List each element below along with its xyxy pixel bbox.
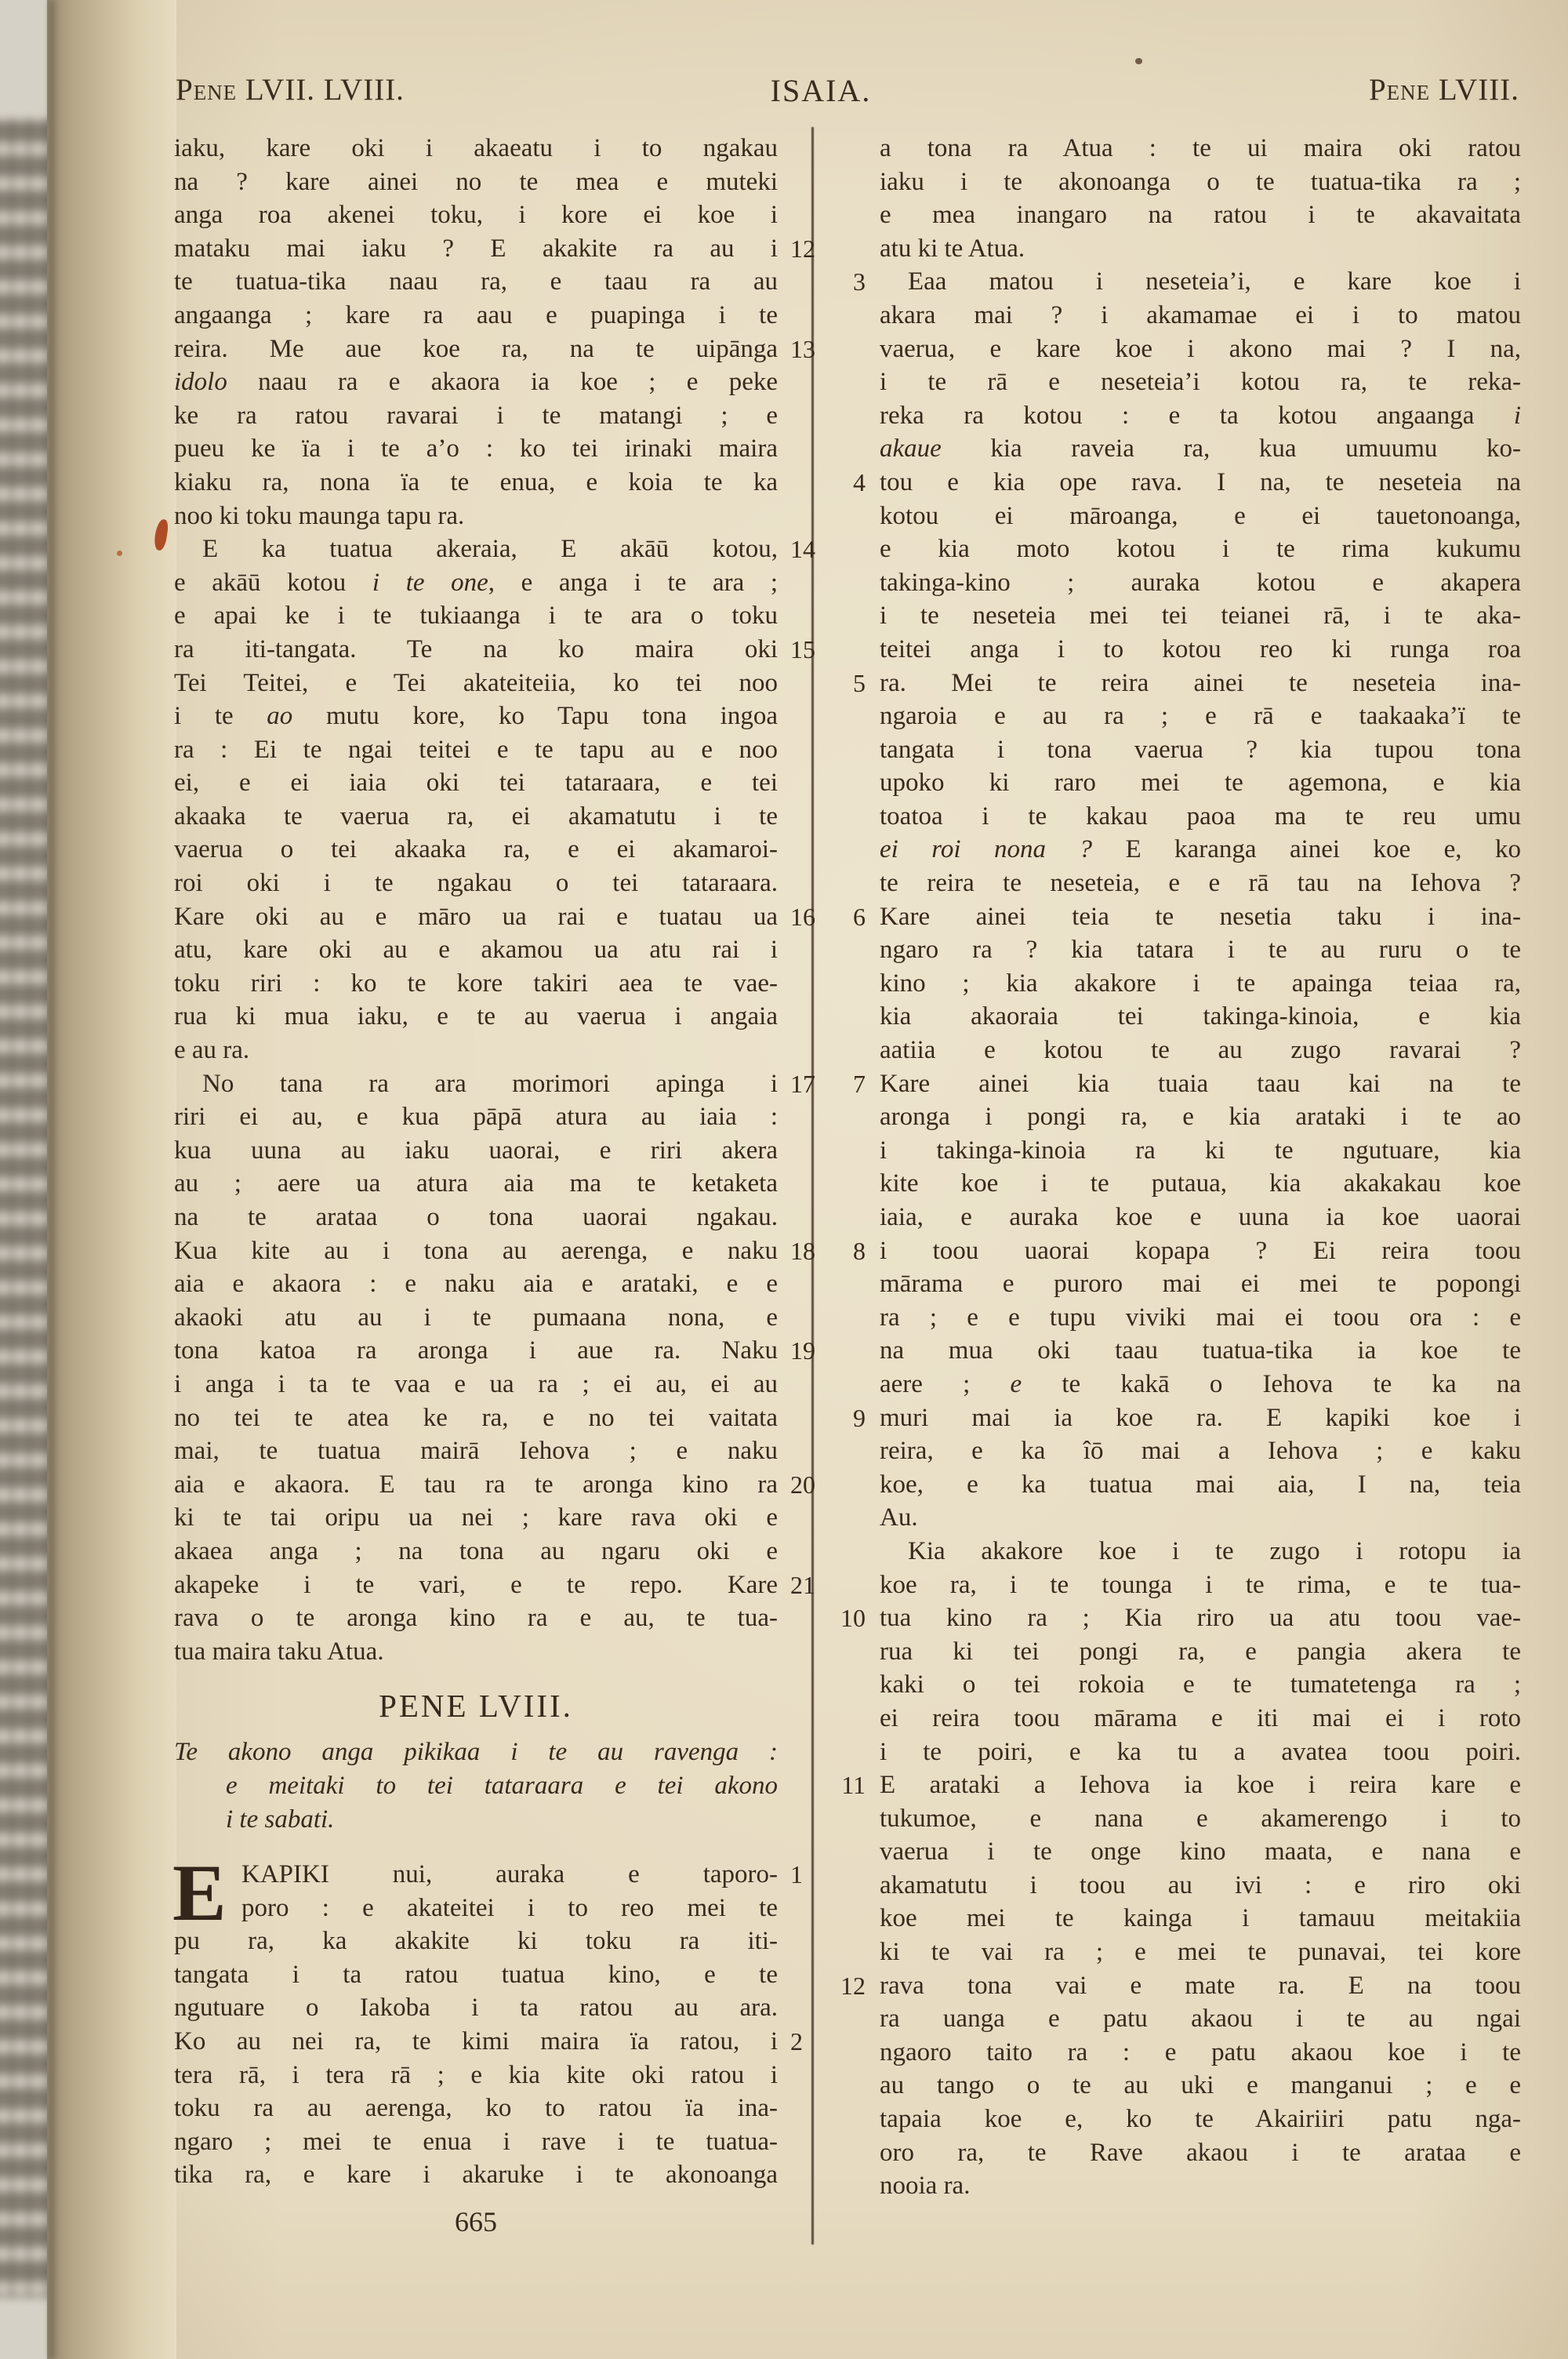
line-text: reira. Me aue koe ra, na te uipānga [174, 334, 778, 363]
line-text: i te sabati. [226, 1805, 335, 1834]
text-line [174, 2025, 803, 2059]
line-text: ei, e ei iaia oki tei tataraara, e tei [174, 769, 778, 798]
line-text: te tuatua-tika naau ra, e taau ra au [174, 267, 778, 296]
text-line [174, 299, 778, 333]
line-text: akara mai ? i akamamae ei i to matou [880, 300, 1521, 329]
text-line [174, 1267, 778, 1301]
text-line [880, 1434, 1521, 1468]
text-line [880, 1635, 1521, 1669]
red-speck [117, 551, 122, 556]
line-text: takinga-kino ; auraka kotou e akapera [880, 568, 1521, 597]
line-text: noo ki toku maunga tapu ra. [174, 501, 465, 530]
text-line [880, 1201, 1521, 1234]
line-text: upoko ki raro mei te agemona, e kia [880, 769, 1521, 798]
line-text: E ka tuatua akeraia, E akāū kotou, [202, 535, 778, 564]
line-text: ngaro ra ? kia tatara i te au ruru o te [880, 936, 1521, 965]
line-text: tika ra, e kare i akaruke i te akonoanga [174, 2161, 778, 2190]
text-line [880, 1936, 1521, 1969]
verse-number: 12 [790, 234, 815, 263]
text-line [174, 766, 778, 800]
text-line [880, 165, 1521, 199]
line-text: teitei anga i to kotou reo ki runga roa [880, 634, 1521, 663]
text-line [174, 967, 778, 1001]
line-text: aia e akaora : e naku aia e arataki, e e [174, 1270, 778, 1299]
text-line [880, 1100, 1521, 1134]
line-text: e kia moto kotou i te rima kukumu [880, 535, 1521, 564]
line-text: koe, e ka tuatua mai aia, I na, teia [880, 1470, 1521, 1499]
line-gap [174, 1668, 778, 1685]
line-text: PENE LVIII. [379, 1688, 573, 1725]
line-text: nooia ra. [880, 2172, 971, 2201]
line-text: Tei Teitei, e Tei akateiteiia, ko tei noo [174, 668, 778, 697]
running-head-left: Pene LVII. LVIII. [176, 73, 405, 107]
line-text: ngaro ; mei te enua i rave i te tuatua- [174, 2127, 778, 2156]
line-text: mataku mai iaku ? E akakite ra au i [174, 234, 778, 263]
text-line [880, 967, 1521, 1001]
running-head-title: ISAIA. [770, 73, 872, 108]
text-line [174, 432, 778, 466]
page-number: 665 [455, 2206, 497, 2237]
line-text: e akāū kotou i te one, e anga i te ara ; [174, 568, 778, 597]
text-line [880, 599, 1521, 633]
text-line [174, 1401, 778, 1435]
text-line [174, 1468, 815, 1502]
dark-speck [1135, 58, 1142, 64]
text-line [174, 265, 778, 299]
line-text: te reira te neseteia, e e rā tau na Iehova ? [880, 869, 1521, 898]
text-line [880, 1368, 1521, 1401]
verse-number: 14 [790, 535, 815, 564]
line-text: akaea anga ; na tona au ngaru oki e [174, 1536, 778, 1565]
line-text: tua kino ra ; Kia riro ua atu toou vae- [880, 1604, 1521, 1633]
line-text: aatiia e kotou te au zugo ravarai ? [880, 1036, 1521, 1065]
text-line [880, 1535, 1521, 1568]
line-text: toatoa i te kakau paoa ma te reu umu [880, 801, 1521, 831]
text-column-left [172, 132, 815, 2192]
line-text: vaerua i te onge kino maata, e nana e [880, 1837, 1521, 1866]
line-text: Kare oki au e māro ua rai e tuatau ua [174, 902, 778, 931]
verse-number: 15 [790, 634, 815, 663]
line-text: riri ei au, e kua pāpā atura au iaia : [174, 1103, 778, 1132]
text-line [880, 399, 1521, 433]
verse-number: 16 [790, 902, 815, 931]
line-text: aronga i pongi ra, e kia arataki i te ao [880, 1103, 1521, 1132]
text-line [880, 1267, 1521, 1301]
text-line [174, 2059, 778, 2092]
text-line [880, 1802, 1521, 1836]
verse-number: 20 [790, 1470, 815, 1499]
chapter-summary-line [174, 1736, 778, 1769]
text-line [880, 2069, 1521, 2103]
text-line [880, 1902, 1521, 1936]
text-line [174, 1991, 778, 2025]
verse-number: 2 [790, 2027, 803, 2056]
text-line [853, 900, 1521, 934]
line-text: mārama e puroro mai ei mei te popongi [880, 1270, 1521, 1299]
line-text: a tona ra Atua : te ui maira oki ratou [880, 134, 1521, 162]
line-text: rua ki mua iaku, e te au vaerua i angaia [174, 1002, 778, 1031]
text-line [880, 333, 1521, 366]
line-text: i anga i ta te vaa e ua ra ; ei au, ei au [174, 1369, 778, 1398]
text-line [174, 1134, 778, 1168]
line-text: ngutuare o Iakoba i ta ratou au ara. [174, 1994, 778, 2023]
text-line [880, 2036, 1521, 2070]
text-line [174, 533, 815, 566]
line-text: ki te vai ra ; e mei te punavai, tei kore [880, 1938, 1521, 1967]
text-line [880, 933, 1521, 967]
text-line [880, 833, 1521, 867]
text-line [880, 1702, 1521, 1736]
text-line [840, 1969, 1521, 2003]
line-text: ra ; e e tupu viviki mai ei toou ora : e [880, 1303, 1521, 1332]
line-text: na mua oki taau tuatua-tika ia koe te [880, 1336, 1521, 1365]
line-text: i te ao mutu kore, ko Tapu tona ingoa [174, 702, 778, 731]
line-text: na ? kare ainei no te mea e muteki [174, 167, 778, 196]
chapter-heading [174, 1685, 778, 1726]
line-text: toku riri : ko te kore takiri aea te vae- [174, 969, 778, 998]
text-line [880, 700, 1521, 733]
line-text: koe ra, i te tounga i te rima, e te tua- [880, 1570, 1521, 1599]
line-text: toku ra au aerenga, ko to ratou ïa ina- [174, 2094, 778, 2123]
line-text: ra uanga e patu akaou i te au ngai [880, 2005, 1521, 2034]
text-line [174, 232, 815, 266]
line-text: Kare ainei kia tuaia taau kai na te [880, 1069, 1521, 1098]
text-line [174, 1434, 778, 1468]
verse-number: 12 [840, 1971, 866, 2000]
text-line [880, 1468, 1521, 1502]
line-text: tangata i ta ratou tuatua kino, e te [174, 1960, 778, 1989]
line-text: rava tona vai e mate ra. E na toou [880, 1971, 1521, 2000]
text-line [880, 2103, 1521, 2136]
line-text: ei reira toou mārama e iti mai ei i roto [880, 1703, 1521, 1732]
text-line [174, 399, 778, 433]
verse-number: 9 [853, 1403, 866, 1432]
text-line [880, 766, 1521, 800]
line-text: reira, e ka îō mai a Iehova ; e kaku [880, 1437, 1521, 1466]
text-line [880, 500, 1521, 533]
line-text: Kia akakore koe i te zugo i rotopu ia [908, 1536, 1521, 1565]
verse-number: 8 [853, 1236, 866, 1265]
text-line [880, 1568, 1521, 1602]
text-line [880, 867, 1521, 900]
text-line [880, 1000, 1521, 1034]
text-line [880, 299, 1521, 333]
verse-number: 5 [853, 668, 866, 697]
text-line [841, 1768, 1521, 1802]
line-text: e au ra. [174, 1036, 250, 1065]
line-text: ra iti-tangata. Te na ko maira oki [174, 634, 778, 663]
text-line [174, 833, 778, 867]
text-line [174, 733, 778, 767]
line-text: tona katoa ra aronga i aue ra. Naku [174, 1336, 778, 1365]
line-text: e apai ke i te tukiaanga i te ara o toku [174, 602, 778, 631]
text-line [880, 432, 1521, 466]
line-text: kia akaoraia tei takinga-kinoia, e kia [880, 1002, 1521, 1031]
line-text: kotou ei māroanga, e ei tauetonoanga, [880, 501, 1521, 530]
line-text: Eaa matou i neseteia’i, e kare koe i [908, 267, 1521, 296]
line-text: e meitaki to tei tataraara e tei akono [226, 1771, 778, 1800]
line-text: au tango o te au uki e manganui ; e e [880, 2071, 1521, 2100]
verse-number: 11 [841, 1771, 866, 1800]
text-line [853, 1067, 1521, 1101]
text-line [174, 1334, 815, 1368]
text-line [853, 466, 1521, 500]
line-text: akaue kia raveia ra, kua umuumu ko- [880, 434, 1521, 463]
text-line [880, 1334, 1521, 1368]
verse-number: 6 [853, 902, 866, 931]
line-text: kino ; kia akakore i te apainga teiaa ra, [880, 969, 1521, 998]
text-line [880, 533, 1521, 566]
line-text: i toou uaorai kopapa ? Ei reira toou [880, 1236, 1521, 1265]
line-text: anga roa akenei toku, i kore ei koe i [174, 201, 778, 230]
text-line [880, 2169, 1521, 2203]
text-line [174, 333, 815, 366]
line-text: ra. Mei te reira ainei te neseteia ina- [880, 668, 1521, 697]
line-text: oro ra, te Rave akaou i te arataa e [880, 2138, 1521, 2167]
text-line [174, 1568, 815, 1602]
text-line [174, 1234, 815, 1268]
line-text: rua ki tei pongi ra, e pangia akera te [880, 1637, 1521, 1666]
text-line [174, 1925, 778, 1958]
line-text: koe mei te kainga i tamauu meitakiia [880, 1904, 1521, 1933]
line-text: e mea inangaro na ratou i te akavaitata [880, 201, 1521, 230]
text-line [174, 1535, 778, 1568]
line-text: i takinga-kinoia ra ki te ngutuare, kia [880, 1136, 1521, 1165]
verse-number: 10 [840, 1604, 866, 1633]
line-gap [174, 1836, 778, 1858]
text-line [174, 800, 778, 834]
verse-number: 18 [790, 1236, 815, 1265]
line-text: iaku, kare oki i akaeatu i to ngakau [174, 134, 778, 162]
line-text: aere ; e te kakā o Iehova te ka na [880, 1369, 1521, 1398]
text-line [174, 2092, 778, 2125]
text-line [880, 1134, 1521, 1168]
line-text: tapaia koe e, ko te Akairiiri patu nga- [880, 2105, 1521, 2134]
line-text: KAPIKI nui, auraka e taporo- [241, 1860, 778, 1889]
line-text: vaerua, e kare koe i akono mai ? I na, [880, 334, 1521, 363]
text-line [880, 566, 1521, 600]
text-line [174, 633, 815, 667]
line-text: tera rā, i tera rā ; e kia kite oki ratou i [174, 2060, 778, 2089]
text-line [174, 1635, 778, 1669]
text-line [174, 1501, 778, 1535]
text-line [174, 198, 778, 232]
text-line [880, 1501, 1521, 1535]
line-text: rava o te aronga kino ra e au, te tua- [174, 1604, 778, 1633]
text-line [174, 566, 778, 600]
line-text: Kua kite au i tona au aerenga, e naku [174, 1236, 778, 1265]
text-line [174, 500, 778, 533]
line-text: i te rā e neseteia’i kotou ra, te reka- [880, 368, 1521, 397]
line-text: roi oki i te ngakau o tei tataraara. [174, 869, 778, 898]
text-line [880, 132, 1521, 165]
text-line [174, 867, 778, 900]
text-line [880, 800, 1521, 834]
line-text: akaoki atu au i te pumaana nona, e [174, 1303, 778, 1332]
line-text: ngaoro taito ra : e patu akaou koe i te [880, 2037, 1521, 2066]
text-line [174, 1201, 778, 1234]
text-line [174, 900, 815, 934]
line-text: E arataki a Iehova ia koe i reira kare e [880, 1771, 1521, 1800]
text-line [880, 1869, 1521, 1903]
line-text: Kare ainei teia te nesetia taku i ina- [880, 902, 1521, 931]
verse-number: 3 [853, 267, 866, 296]
text-line [174, 1034, 778, 1067]
verse-number: 13 [790, 334, 815, 363]
line-text: iaia, e auraka koe e uuna ia koe uaorai [880, 1203, 1521, 1231]
line-text: iaku i te akonoanga o te tuatua-tika ra ; [880, 167, 1521, 196]
line-text: no tei te atea ke ra, e no tei vaitata [174, 1403, 778, 1432]
verse-number: 1 [790, 1860, 803, 1889]
text-line [174, 1601, 778, 1635]
text-line [880, 232, 1521, 266]
line-text: poro : e akateitei i to reo mei te [241, 1893, 778, 1922]
line-text: muri mai ia koe ra. E kapiki koe i [880, 1403, 1521, 1432]
line-text: reka ra kotou : e ta kotou angaanga i [880, 401, 1521, 430]
text-line [174, 599, 778, 633]
gutter-crease [49, 0, 55, 2359]
line-text: akaaka te vaerua ra, ei akamatutu i te [174, 801, 778, 831]
line-text: pueu ke ïa i te a’o : ko tei irinaki maira [174, 434, 778, 463]
line-text: pu ra, ka akakite ki toku ra iti- [174, 1927, 778, 1956]
text-line [840, 1601, 1521, 1635]
text-line [174, 466, 778, 500]
line-text: atu, kare oki au e akamou ua atu rai i [174, 936, 778, 965]
line-text: ei roi nona ? E karanga ainei koe e, ko [880, 835, 1521, 864]
line-text: ki te tai oripu ua nei ; kare rava oki e [174, 1503, 778, 1532]
text-line [174, 1100, 778, 1134]
line-text: atu ki te Atua. [880, 234, 1025, 263]
text-line [880, 1167, 1521, 1201]
text-line [880, 1668, 1521, 1702]
text-line [174, 700, 778, 733]
text-line [174, 1067, 815, 1101]
text-line [880, 2002, 1521, 2036]
line-text: Te akono anga pikikaa i te au ravenga : [174, 1738, 778, 1767]
text-line [174, 1000, 778, 1034]
text-line [853, 1401, 1521, 1435]
line-text: au ; aere ua atura aia ma te ketaketa [174, 1169, 778, 1198]
text-line [853, 1234, 1521, 1268]
chapter-summary-line [174, 1769, 778, 1803]
text-line [174, 933, 778, 967]
text-column-right [840, 132, 1521, 2203]
text-line [880, 2136, 1521, 2170]
text-line [853, 667, 1521, 700]
text-line [174, 2158, 778, 2192]
line-text: mai, te tuatua mairā Iehova ; e naku [174, 1437, 778, 1466]
chapter-summary-line [174, 1803, 778, 1837]
text-line [174, 132, 778, 165]
text-line [880, 1034, 1521, 1067]
line-text: ngaroia e au ra ; e rā e taakaaka’ï te [880, 702, 1521, 731]
text-line [174, 365, 778, 399]
verse-number: 4 [853, 467, 866, 496]
line-text: kite koe i te putaua, kia akakakau koe [880, 1169, 1521, 1198]
line-text: tou e kia ope rava. I na, te neseteia na [880, 467, 1521, 496]
verse-number: 7 [853, 1069, 866, 1098]
text-line [880, 1835, 1521, 1869]
text-line [880, 633, 1521, 667]
line-text: ra : Ei te ngai teitei e te tapu au e noo [174, 735, 778, 764]
text-line [880, 1736, 1521, 1769]
line-text: tukumoe, e nana e akamerengo i to [880, 1804, 1521, 1833]
line-text: i te poiri, e ka tu a avatea toou poiri. [880, 1737, 1521, 1766]
line-text: idolo naau ra e akaora ia koe ; e peke [174, 368, 778, 397]
text-line [880, 1301, 1521, 1335]
column-divider-rule [811, 127, 814, 2245]
verse-number: 21 [790, 1570, 815, 1599]
line-text: i te neseteia mei tei teianei rā, i te aka- [880, 602, 1521, 631]
line-text: ke ra ratou ravarai i te matangi ; e [174, 401, 778, 430]
line-text: aia e akaora. E tau ra te aronga kino ra [174, 1470, 778, 1499]
line-text: Au. [880, 1503, 918, 1532]
line-text: kaki o tei rokoia e te tumatetenga ra ; [880, 1670, 1521, 1699]
text-line [853, 265, 1521, 299]
running-head-right: Pene LVIII. [1368, 73, 1519, 107]
text-line [174, 667, 778, 700]
line-text: kiaku ra, nona ïa te enua, e koia te ka [174, 467, 778, 496]
line-text: angaanga ; kare ra aau e puapinga i te [174, 300, 778, 329]
verse-number: 19 [790, 1336, 815, 1365]
text-line [174, 2125, 778, 2159]
line-text: kua uuna au iaku uaorai, e riri akera [174, 1136, 778, 1165]
text-line [880, 733, 1521, 767]
line-text: No tana ra ara morimori apinga i [202, 1069, 778, 1098]
line-text: tangata i tona vaerua ? kia tupou tona [880, 735, 1521, 764]
line-text: Ko au nei ra, te kimi maira ïa ratou, i [174, 2027, 778, 2056]
text-line [174, 1892, 778, 1925]
gutter-fold-shadow [47, 0, 176, 2359]
text-line [174, 1167, 778, 1201]
text-line [880, 365, 1521, 399]
line-gap [174, 1726, 778, 1736]
line-text: tua maira taku Atua. [174, 1637, 384, 1666]
line-text: akamatutu i toou au ivi : e riro oki [880, 1870, 1521, 1899]
text-line [880, 198, 1521, 232]
drop-cap: E [172, 1848, 227, 1939]
text-line [174, 1368, 778, 1401]
text-line [174, 1301, 778, 1335]
line-text: vaerua o tei akaaka ra, e ei akamaroi- [174, 835, 778, 864]
verse-number: 17 [790, 1069, 815, 1098]
line-text: na te arataa o tona uaorai ngakau. [174, 1203, 778, 1231]
text-line [174, 165, 778, 199]
text-line [174, 1958, 778, 1992]
line-text: akapeke i te vari, e te repo. Kare [174, 1570, 778, 1599]
